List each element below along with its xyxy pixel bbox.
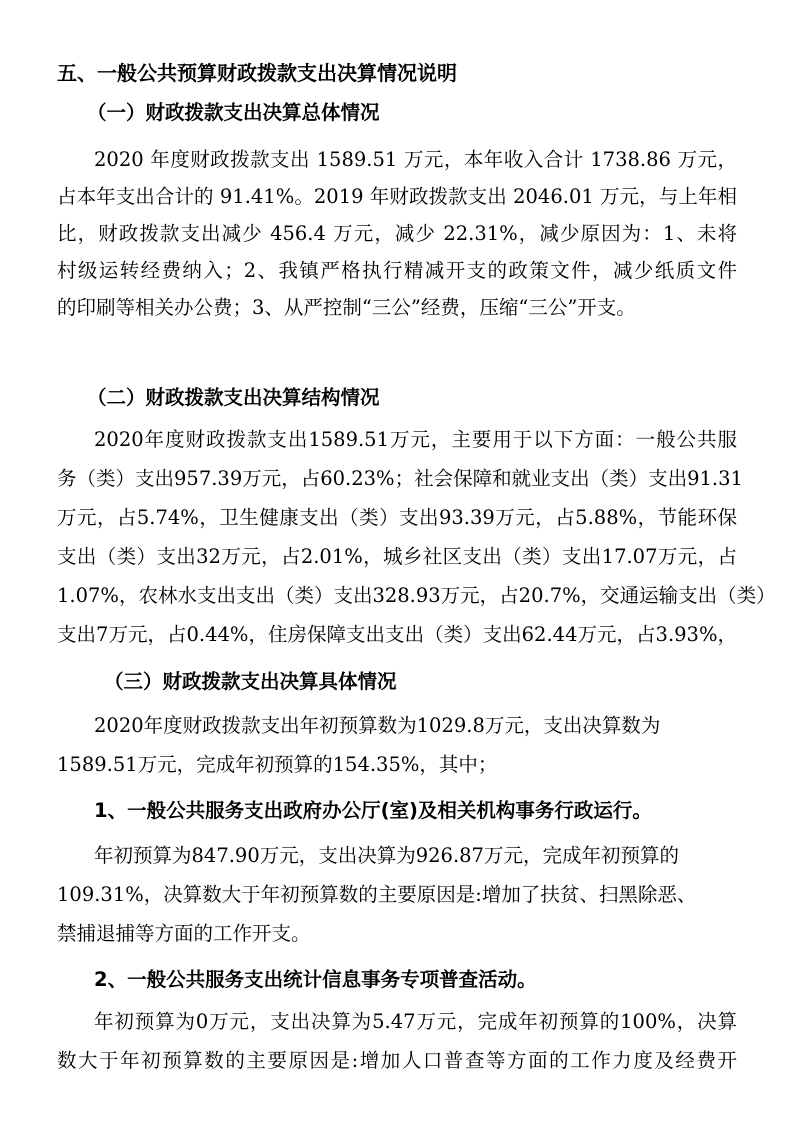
paragraph-line: 2020 年度财政拨款支出 1589.51 万元，本年收入合计 1738.86 万元， (94, 148, 737, 171)
paragraph-line: 比，财政拨款支出减少 456.4 万元，减少 22.31%，减少原因为：1、未将 (57, 222, 737, 245)
subsection-title-3: （三）财政拨款支出决算具体情况 (104, 670, 397, 693)
paragraph-line: 的印刷等相关办公费；3、从严控制“三公”经费，压缩“三公”开支。 (57, 296, 636, 319)
paragraph-line: 村级运转经费纳入；2、我镇严格执行精减开支的政策文件，减少纸质文件 (57, 259, 737, 282)
item-title-2: 2、一般公共服务支出统计信息事务专项普查活动。 (94, 968, 537, 991)
section-heading: 五、一般公共预算财政拨款支出决算情况说明 (57, 61, 457, 85)
item-title-1: 1、一般公共服务支出政府办公厅(室)及相关机构事务行政运行。 (94, 799, 652, 822)
paragraph-line: 占本年支出合计的 91.41%。2019 年财政拨款支出 2046.01 万元，与上年相 (57, 185, 737, 208)
paragraph-line: 万元，占5.74%，卫生健康支出（类）支出93.39万元，占5.88%，节能环保 (57, 506, 737, 529)
paragraph-line: 1.07%，农林水支出支出（类）支出328.93万元，占20.7%，交通运输支出（类） (57, 584, 776, 607)
paragraph-line: 1589.51万元，完成年初预算的154.35%，其中； (57, 753, 498, 776)
paragraph-line: 禁捕退捕等方面的工作开支。 (57, 922, 311, 945)
paragraph-line: 2020年度财政拨款支出年初预算数为1029.8万元，支出决算数为 (94, 714, 661, 737)
paragraph-line: 数大于年初预算数的主要原因是:增加人口普查等方面的工作力度及经费开 (57, 1049, 737, 1072)
paragraph-line: 109.31%，决算数大于年初预算数的主要原因是:增加了扶贫、扫黑除恶、 (57, 883, 697, 906)
subsection-title-1: （一）财政拨款支出决算总体情况 (87, 101, 380, 124)
subsection-title-2: （二）财政拨款支出决算结构情况 (87, 386, 380, 409)
paragraph-line: 年初预算为847.90万元，支出决算为926.87万元，完成年初预算的 (94, 844, 679, 867)
paragraph-line: 年初预算为0万元，支出决算为5.47万元，完成年初预算的100%，决算 (94, 1010, 737, 1033)
paragraph-line: 务（类）支出957.39万元，占60.23%；社会保障和就业支出（类）支出91.31 (57, 467, 743, 490)
paragraph-line: 2020年度财政拨款支出1589.51万元，主要用于以下方面：一般公共服 (94, 428, 737, 451)
paragraph-line: 支出（类）支出32万元，占2.01%，城乡社区支出（类）支出17.07万元，占 (57, 545, 737, 568)
paragraph-line: 支出7万元，占0.44%，住房保障支出支出（类）支出62.44万元，占3.93%， (57, 623, 737, 646)
